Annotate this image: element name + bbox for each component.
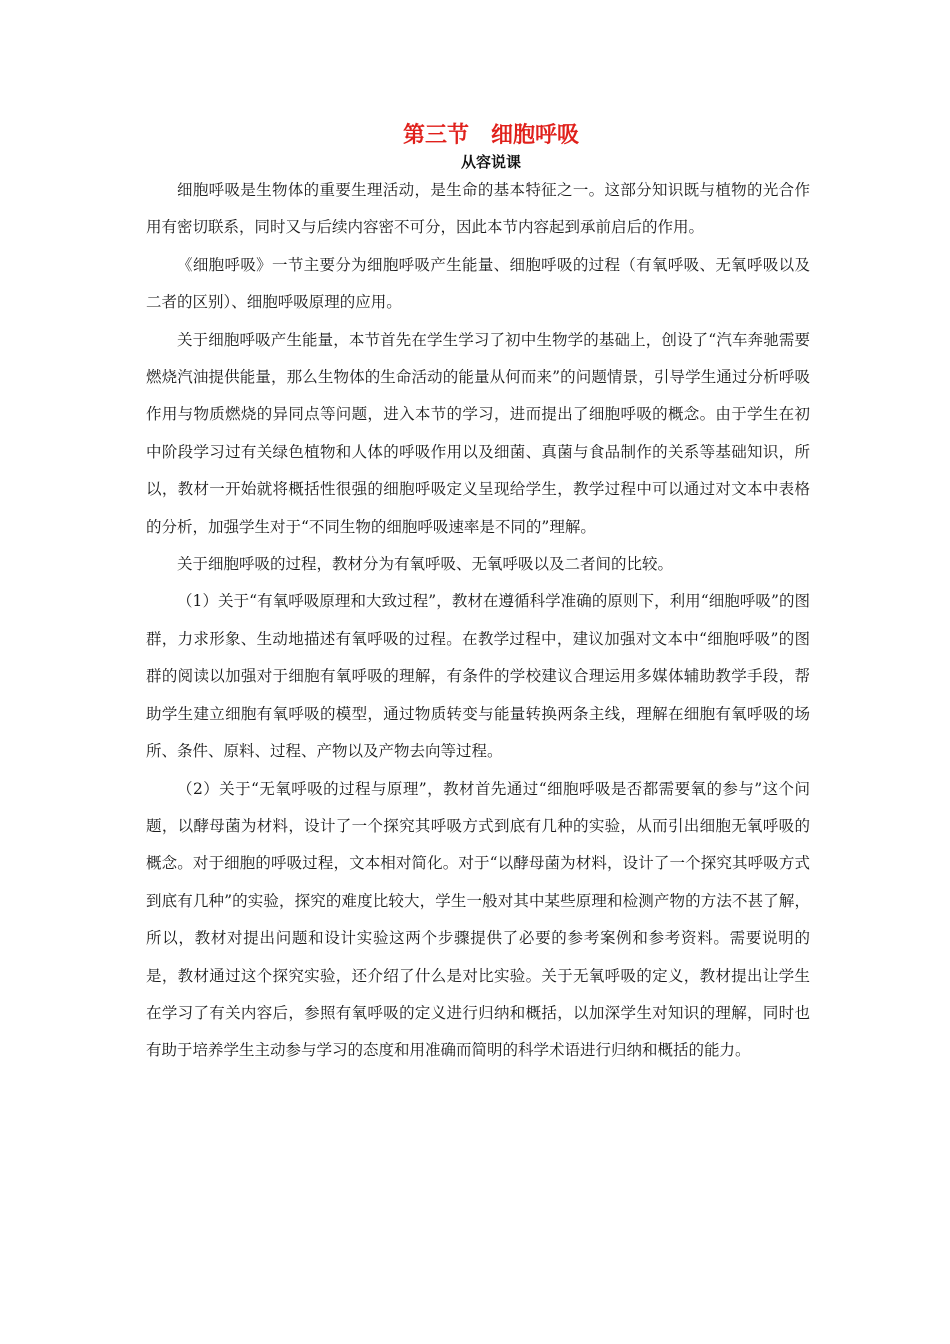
paragraph-2: 《细胞呼吸》一节主要分为细胞呼吸产生能量、细胞呼吸的过程（有氧呼吸、无氧呼吸以及二者的区别）、细胞呼吸原理的应用。	[146, 255, 810, 312]
paragraph-3: 关于细胞呼吸产生能量，本节首先在学生学习了初中生物学的基础上，创设了“汽车奔驰需要燃烧汽油提供能量，那么生物体的生命活动的能量从何而来”的问题情景，引导学生通过分析呼吸作用与物质燃烧的异同点等问题，进入本节的学习，进而提出了细胞呼吸的概念。由于学生在初中阶段学习过有关绿色植物和人体的呼吸作用以及细菌、真菌与食品制作的关系等基础知识，所以，教材一开始就将概括性很强的细胞呼吸定义呈现给学生，教学过程中可以通过对文本中表格的分析，加强学生对于“不同生物的细胞呼吸速率是不同的”理解。	[146, 330, 810, 536]
paragraph-5: （1）关于“有氧呼吸原理和大致过程”，教材在遵循科学准确的原则下，利用“细胞呼吸”的图群，力求形象、生动地描述有氧呼吸的过程。在教学过程中，建议加强对文本中“细胞呼吸”的图群的阅读以加强对于细胞有氧呼吸的理解，有条件的学校建议合理运用多媒体辅助教学手段，帮助学生建立细胞有氧呼吸的模型，通过物质转变与能量转换两条主线，理解在细胞有氧呼吸的场所、条件、原料、过程、产物以及产物去向等过程。	[146, 592, 810, 761]
document-body	[146, 172, 810, 1070]
paragraph-4: 关于细胞呼吸的过程，教材分为有氧呼吸、无氧呼吸以及二者间的比较。	[177, 555, 674, 574]
section-subtitle: 从容说课	[460, 153, 521, 171]
paragraph-1: 细胞呼吸是生物体的重要生理活动，是生命的基本特征之一。这部分知识既与植物的光合作用有密切联系，同时又与后续内容密不可分，因此本节内容起到承前启后的作用。	[146, 181, 810, 237]
section-title: 第三节 细胞呼吸	[402, 123, 579, 148]
paragraph-6: （2）关于“无氧呼吸的过程与原理”，教材首先通过“细胞呼吸是否都需要氧的参与”这个问题，以酵母菌为材料，设计了一个探究其呼吸方式到底有几种的实验，从而引出细胞无氧呼吸的概念。对于细胞的呼吸过程，文本相对简化。对于“以酵母菌为材料，设计了一个探究其呼吸方式到底有几种”的实验，探究的难度比较大，学生一般对其中某些原理和检测产物的方法不甚了解，所以，教材对提出问题和设计实验这两个步骤提供了必要的参考案例和参考资料。需要说明的是，教材通过这个探究实验，还介绍了什么是对比实验。关于无氧呼吸的定义，教材提出让学生在学习了有关内容后，参照有氧呼吸的定义进行归纳和概括，以加深学生对知识的理解，同时也有助于培养学生主动参与学习的态度和用准确而简明的科学术语进行归纳和概括的能力。	[146, 779, 810, 1060]
